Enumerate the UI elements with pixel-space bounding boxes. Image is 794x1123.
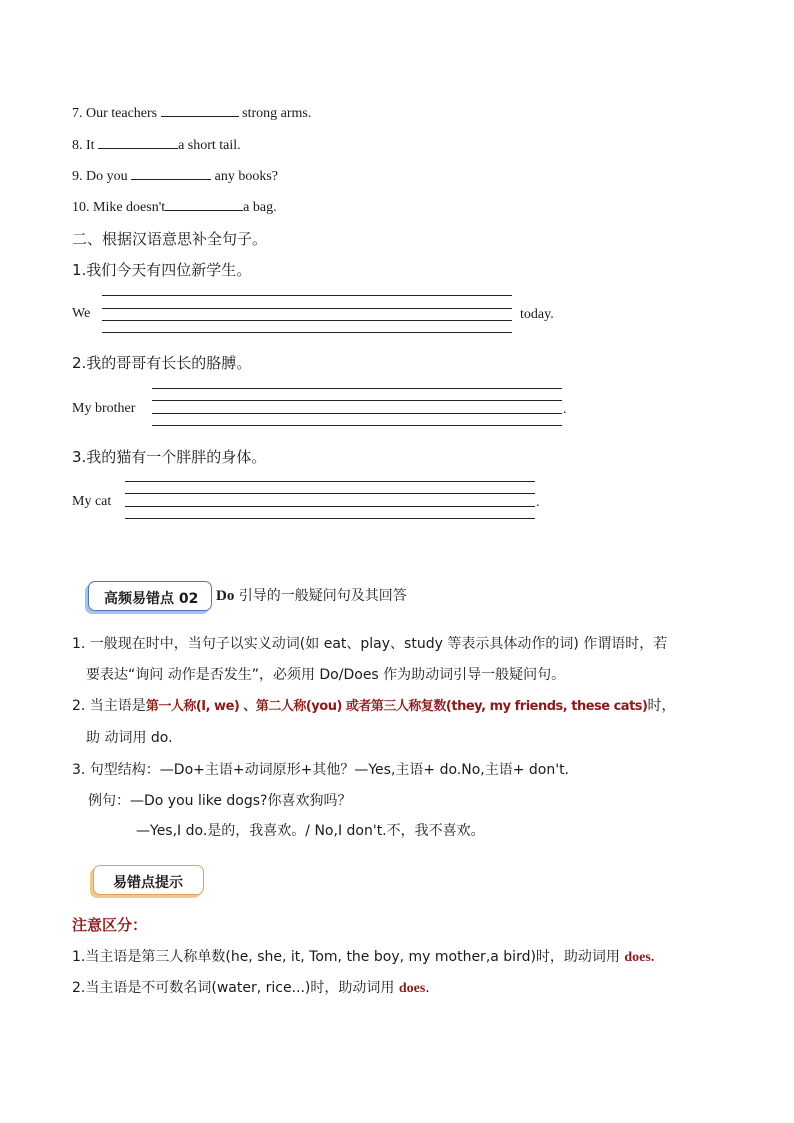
topic-p3: 3. 句型结构：—Do+主语+动词原形+其他？—Yes,主语+ do.No,主语+ don't. <box>72 762 570 778</box>
topic-p2-prefix: 2. 当主语是 <box>72 698 146 714</box>
topic-example1: 例句：—Do you like dogs?你喜欢狗吗？ <box>88 793 352 809</box>
s2-q1-prompt: 1.我们今天有四位新学生。 <box>72 261 252 279</box>
question-7 <box>72 104 311 122</box>
tips-note-2 <box>72 977 430 997</box>
topic-badge-label: 高频易错点 02 <box>104 591 199 607</box>
tips-note-2-highlight: does <box>398 981 426 996</box>
topic-title <box>216 585 407 605</box>
tips-note-2-end: . <box>425 980 430 996</box>
tips-note-2-text: 2.当主语是不可数名词(water, rice...)时，助动词用 <box>72 980 399 996</box>
topic-p2-line2: 助 动词用 do. <box>86 730 173 746</box>
q9-before: 9. Do you <box>72 169 132 184</box>
tips-note-1 <box>72 946 654 966</box>
question-8 <box>72 136 241 154</box>
q8-after: a short tail. <box>178 138 241 153</box>
s2-q3-start: My cat <box>72 494 112 509</box>
topic-p1-line2: 要表达“询问 动作是否发生”，必须用 Do/Does 作为助动词引导一般疑问句。 <box>86 667 566 683</box>
q10-after: a bag. <box>243 200 277 215</box>
s2-q3-line-1[interactable] <box>125 481 535 482</box>
s2-q2-start: My brother <box>72 401 136 416</box>
s2-q1-start: We <box>72 306 91 321</box>
topic-title-rest: 引导的一般疑问句及其回答 <box>234 588 407 604</box>
topic-p2-line1 <box>72 695 675 715</box>
topic-example2: —Yes,I do.是的，我喜欢。/ No,I don't.不，我不喜欢。 <box>136 823 485 839</box>
s2-q2-end: . <box>563 402 567 417</box>
s2-q2-prompt: 2.我的哥哥有长长的胳膊。 <box>72 354 252 372</box>
tips-note-title: 注意区分： <box>72 916 148 934</box>
tips-note-1-highlight: does. <box>624 950 655 965</box>
s2-q3-end: . <box>536 495 540 510</box>
s2-q2-line-1[interactable] <box>152 388 562 389</box>
q10-before: 10. Mike doesn't <box>72 200 166 215</box>
s2-q1-line-2[interactable] <box>102 308 512 309</box>
topic-p1-line1: 1. 一般现在时中，当句子以实义动词(如 eat、play、study 等表示具体动作的词) 作谓语时，若 <box>72 636 668 652</box>
q8-before: 8. It <box>72 138 99 153</box>
q10-blank[interactable] <box>165 198 243 211</box>
tips-badge <box>93 865 204 895</box>
tips-badge-label: 易错点提示 <box>113 875 183 891</box>
s2-q1-line-1[interactable] <box>102 295 512 296</box>
q7-after: strong arms. <box>238 106 312 121</box>
q8-blank[interactable] <box>98 136 178 149</box>
s2-q3-line-3[interactable] <box>125 506 535 507</box>
s2-q1-line-3[interactable] <box>102 320 512 321</box>
q7-blank[interactable] <box>161 104 239 117</box>
topic-badge <box>88 581 212 611</box>
s2-q1-end: today. <box>520 307 554 322</box>
topic-title-do: Do <box>216 588 235 604</box>
s2-q3-line-4[interactable] <box>125 518 535 519</box>
q7-before: 7. Our teachers <box>72 106 161 121</box>
s2-q2-line-2[interactable] <box>152 400 562 401</box>
s2-q1-line-4[interactable] <box>102 332 512 333</box>
q9-after: any books? <box>211 169 279 184</box>
s2-q3-prompt: 3.我的猫有一个胖胖的身体。 <box>72 448 267 466</box>
question-10 <box>72 198 277 216</box>
topic-p2-highlight: 第一人称(I, we) 、第二人称(you) 或者第三人称复数(they, my friends, these cats) <box>145 699 648 714</box>
s2-q2-line-4[interactable] <box>152 425 562 426</box>
question-9 <box>72 167 278 185</box>
s2-q2-line-3[interactable] <box>152 413 562 414</box>
section2-heading: 二、根据汉语意思补全句子。 <box>72 230 268 248</box>
s2-q3-line-2[interactable] <box>125 493 535 494</box>
tips-note-1-text: 1.当主语是第三人称单数(he, she, it, Tom, the boy, my mother,a bird)时，助动词用 <box>72 949 625 965</box>
q9-blank[interactable] <box>131 167 211 180</box>
topic-p2-suffix: 时， <box>647 698 676 714</box>
